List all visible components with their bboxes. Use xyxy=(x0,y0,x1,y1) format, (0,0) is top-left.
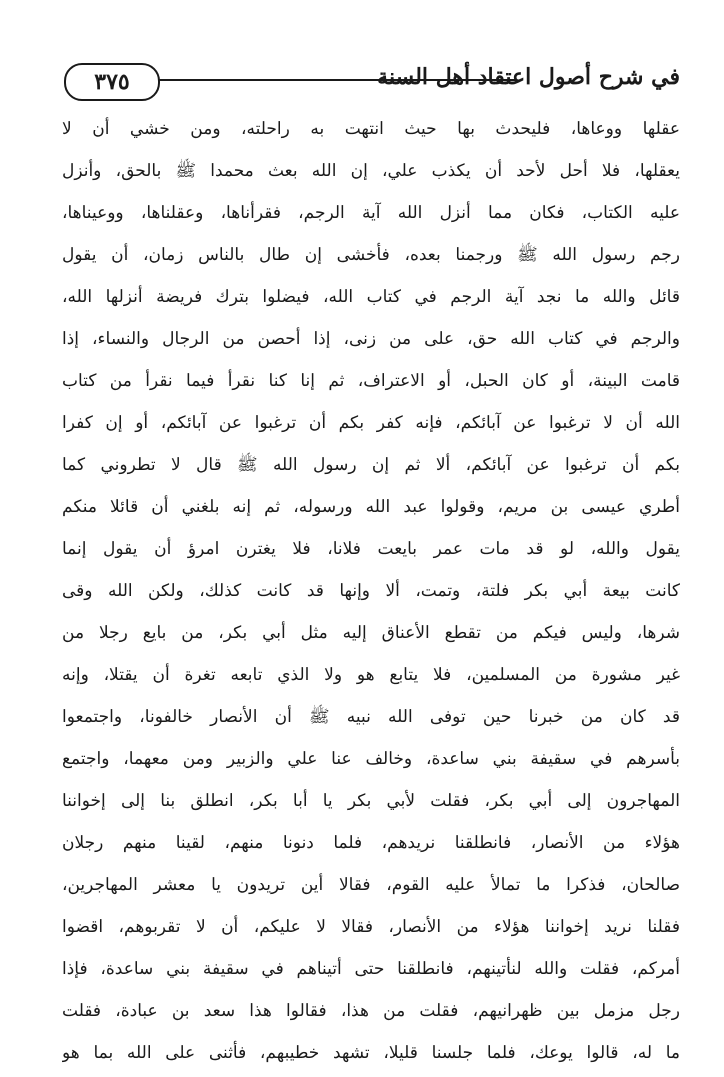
text-line: عقلها ووعاها، فليحدث بها حيث انتهت به راحلته، ومن خشي أن لا xyxy=(62,119,680,139)
text-line: والرجم في كتاب الله حق، على من زنى، إذا أحصن من الرجال والنساء، إذا xyxy=(62,329,680,349)
text-line: فقلنا نريد إخواننا هؤلاء من الأنصار، فقالا لا عليكم، أن لا تقربوهم، اقضوا xyxy=(62,917,680,937)
text-line: صالحان، فذكرا ما تمالأ عليه القوم، فقالا أين تريدون يا معشر المهاجرين، xyxy=(62,875,680,895)
text-line: أطري عيسى بن مريم، وقولوا عبد الله ورسوله، ثم إنه بلغني أن قائلا منكم xyxy=(62,497,680,517)
text-line: قد كان من خبرنا حين توفى الله نبيه ﷺ أن الأنصار خالفونا، واجتمعوا xyxy=(62,707,680,727)
text-line: غير مشورة من المسلمين، فلا يتابع هو ولا الذي تابعه تغرة أن يقتلا، وإنه xyxy=(62,665,680,685)
text-line: رجم رسول الله ﷺ ورجمنا بعده، فأخشى إن طال بالناس زمان، أن يقول xyxy=(62,245,680,265)
text-line: رجل مزمل بين ظهرانيهم، فقلت من هذا، فقالوا هذا سعد بن عبادة، فقلت xyxy=(62,1001,680,1021)
text-line: بكم أن ترغبوا عن آبائكم، ألا ثم إن رسول الله ﷺ قال لا تطروني كما xyxy=(62,455,680,475)
text-line: عليه الكتاب، فكان مما أنزل الله آية الرجم، فقرأناها، وعقلناها، ووعيناها، xyxy=(62,203,680,223)
running-title: في شرح أصول اعتقاد أهل السنة xyxy=(377,64,680,90)
text-line: هؤلاء من الأنصار، فانطلقنا نريدهم، فلما دنونا منهم، لقينا منهم رجلان xyxy=(62,833,680,853)
body-text xyxy=(62,108,680,1074)
text-line: كانت بيعة أبي بكر فلتة، وتمت، ألا وإنها قد كانت كذلك، ولكن الله وقى xyxy=(62,581,680,601)
text-line: يقول والله، لو قد مات عمر بايعت فلانا، فلا يغترن امرؤ أن يقول إنما xyxy=(62,539,680,559)
text-line: يعقلها، فلا أحل لأحد أن يكذب علي، إن الله بعث محمدا ﷺ بالحق، وأنزل xyxy=(62,161,680,181)
text-line: بأسرهم في سقيفة بني ساعدة، وخالف عنا علي والزبير ومن معهما، واجتمع xyxy=(62,749,680,769)
text-line: أمركم، فقلت والله لنأتينهم، فانطلقنا حتى أتيناهم في سقيفة بني ساعدة، فإذا xyxy=(62,959,680,979)
text-line: الله أن لا ترغبوا عن آبائكم، فإنه كفر بكم أن ترغبوا عن آبائكم، أو إن كفرا xyxy=(62,413,680,433)
text-line: قامت البينة، أو كان الحبل، أو الاعتراف، ثم إنا كنا نقرأ فيما نقرأ من كتاب xyxy=(62,371,680,391)
text-line: قائل والله ما نجد آية الرجم في كتاب الله، فيضلوا بترك فريضة أنزلها الله، xyxy=(62,287,680,307)
page-header xyxy=(60,55,680,100)
text-line: شرها، وليس فيكم من تقطع الأعناق إليه مثل أبي بكر، من بايع رجلا من xyxy=(62,623,680,643)
text-line: المهاجرون إلى أبي بكر، فقلت لأبي بكر يا أبا بكر، انطلق بنا إلى إخواننا xyxy=(62,791,680,811)
page-number: ٣٧٥ xyxy=(64,63,160,101)
text-line: ما له، قالوا يوعك، فلما جلسنا قليلا، تشهد خطيبهم، فأثنى على الله بما هو xyxy=(62,1043,680,1063)
